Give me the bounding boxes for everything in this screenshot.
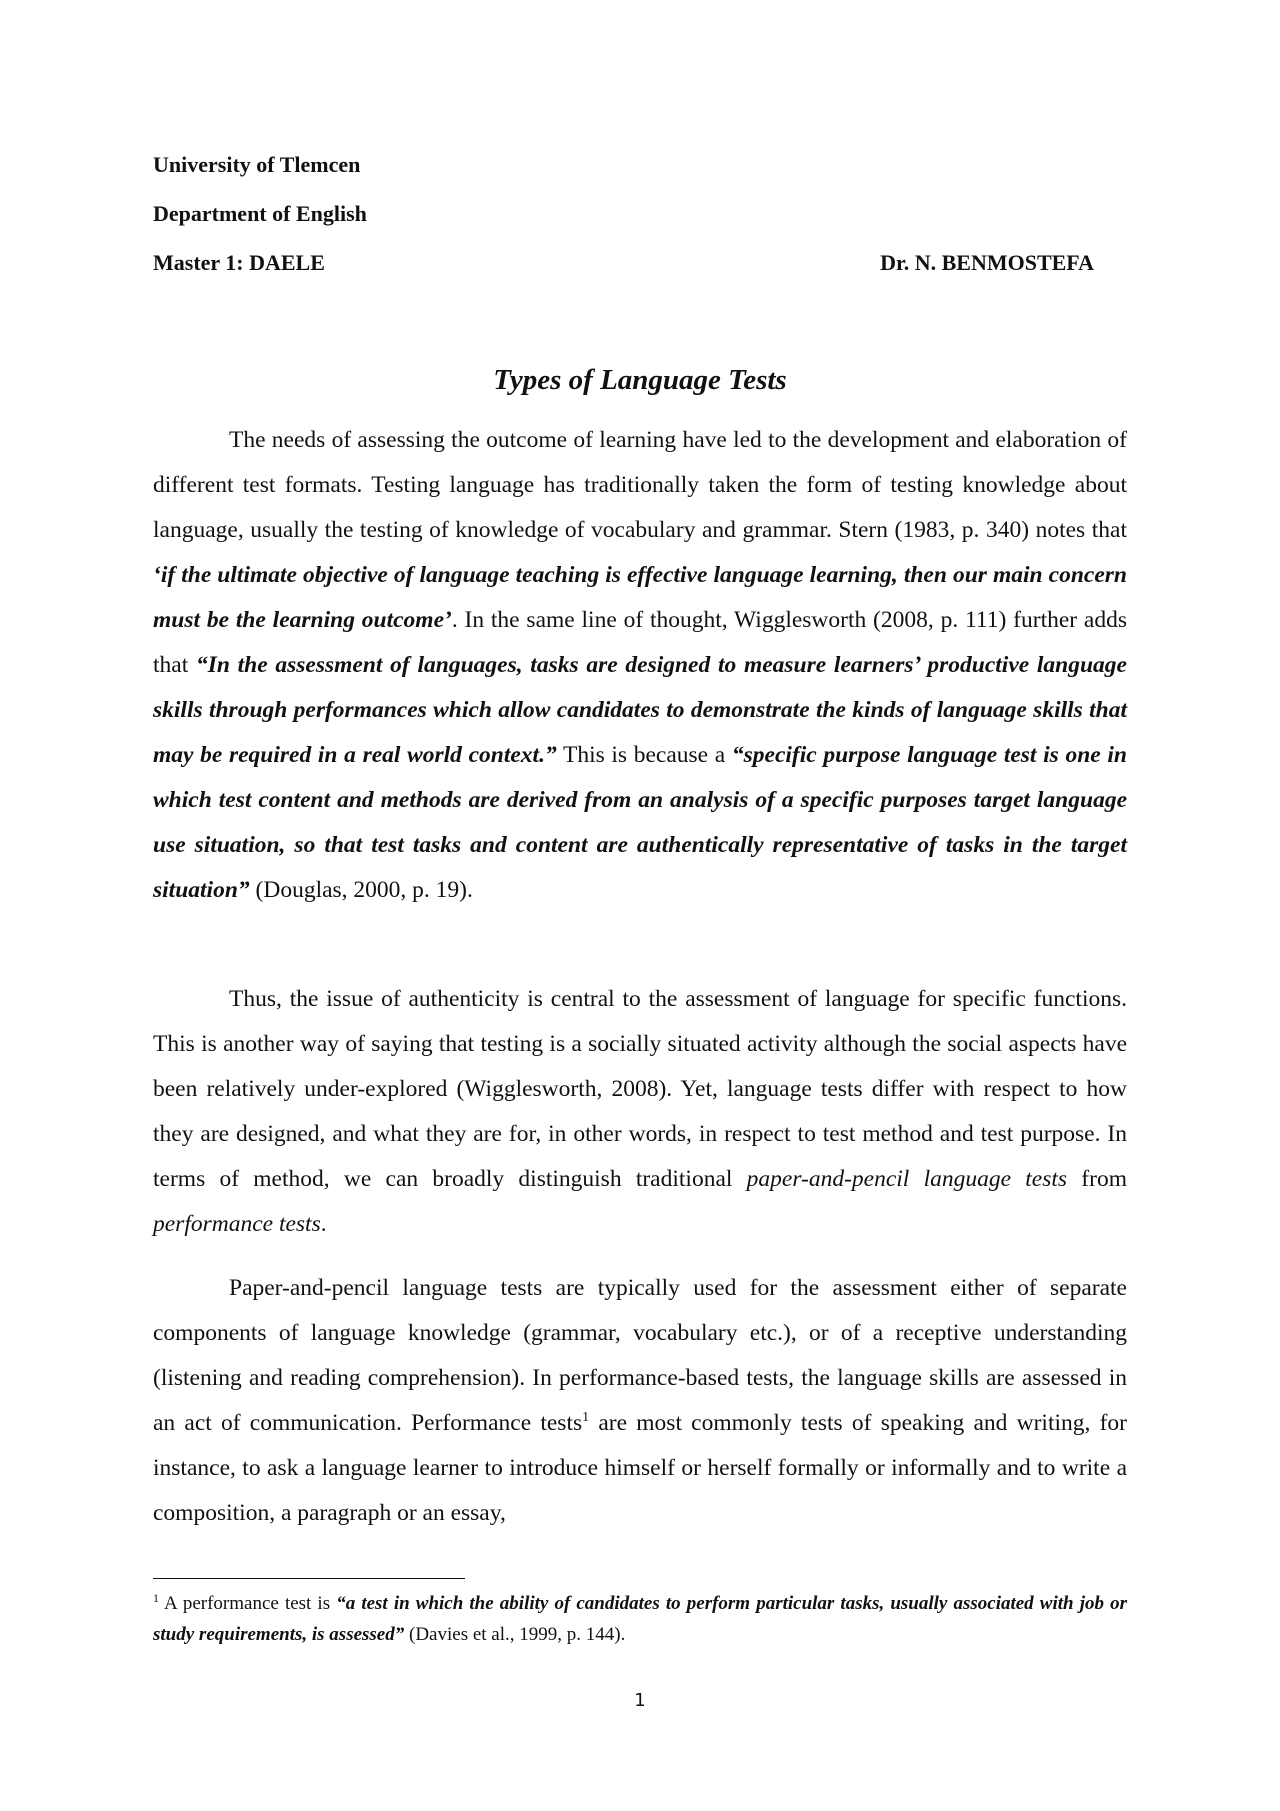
douglas-quote: “specific purpose language test is one in which test content and methods are derived from an analysis of a specific purposes target language use situation, so that test tasks and content are authentically representative of tasks in the target situation” [153, 742, 1127, 903]
author-name: Dr. N. BENMOSTEFA [880, 250, 1094, 275]
paragraph-3-text-2: are most commonly tests of speaking and writing, for instance, to ask a language learner to introduce himself or herself formally or informally and to write a composition, a paragraph or an essay, [153, 1410, 1127, 1526]
paragraph-3-text-1: Paper-and-pencil language tests are typically used for the assessment either of separate components of language knowledge (grammar, vocabulary etc.), or of a receptive understanding (listening and reading comprehension). In performance-based tests, the language skills are assessed in an act of communication. Performance tests [153, 1275, 1127, 1436]
program-name: Master 1: DAELE [153, 250, 325, 275]
paragraph-2-text-1: Thus, the issue of authenticity is central to the assessment of language for specific functions. This is another way of saying that testing is a socially situated activity although the social aspects have been relatively under-explored (Wigglesworth, 2008). Yet, language tests differ with respect to how they are designed, and what they are for, in other words, in respect to test method and test purpose. In terms of method, we can broadly distinguish traditional [153, 986, 1127, 1192]
footnote [153, 1588, 1127, 1650]
paragraph-2-text-3: . [320, 1211, 327, 1237]
footnote-text-1: A performance test is [159, 1593, 337, 1614]
paper-and-pencil-term: paper-and-pencil language tests [746, 1166, 1068, 1192]
paragraph-1-text-2: . In the same line of thought, Wigglesworth (2008, p. 111) further adds that [153, 607, 1127, 678]
performance-tests-term: performance tests [153, 1211, 321, 1237]
paragraph-2-text-2: from [1067, 1166, 1127, 1192]
paragraph-1 [153, 418, 1127, 913]
stern-quote: ‘if the ultimate objective of language teaching is effective language learning, then our main concern must be the learning outcome’ [153, 562, 1127, 633]
paragraph-3 [153, 1266, 1127, 1536]
paragraph-1-text-4: (Douglas, 2000, p. 19). [249, 877, 473, 903]
department-name: Department of English [153, 201, 367, 226]
footnote-divider [153, 1578, 465, 1579]
footnote-reference[interactable]: 1 [582, 1410, 590, 1425]
paragraph-1-text-3: This is because a [556, 742, 732, 768]
university-name: University of Tlemcen [153, 152, 361, 177]
paragraph-2 [153, 977, 1127, 1247]
page-number: 1 [634, 1690, 646, 1711]
document-title: Types of Language Tests [493, 364, 787, 396]
footnote-text-2: (Davies et al., 1999, p. 144). [404, 1624, 626, 1645]
paragraph-1-text-1: The needs of assessing the outcome of learning have led to the development and elaboration of different test formats. Testing language has traditionally taken the form of testing knowledge about language, usually the testing of knowledge of vocabulary and grammar. Stern (1983, p. 340) notes that [153, 427, 1127, 543]
footnote-marker: 1 [153, 1591, 159, 1605]
wigglesworth-quote: “In the assessment of languages, tasks are designed to measure learners’ productive language skills through performances which allow candidates to demonstrate the kinds of language skills that may be required in a real world context.” [153, 652, 1127, 768]
davies-quote: “a test in which the ability of candidates to perform particular tasks, usually associated with job or study requirements, is assessed” [153, 1593, 1127, 1645]
